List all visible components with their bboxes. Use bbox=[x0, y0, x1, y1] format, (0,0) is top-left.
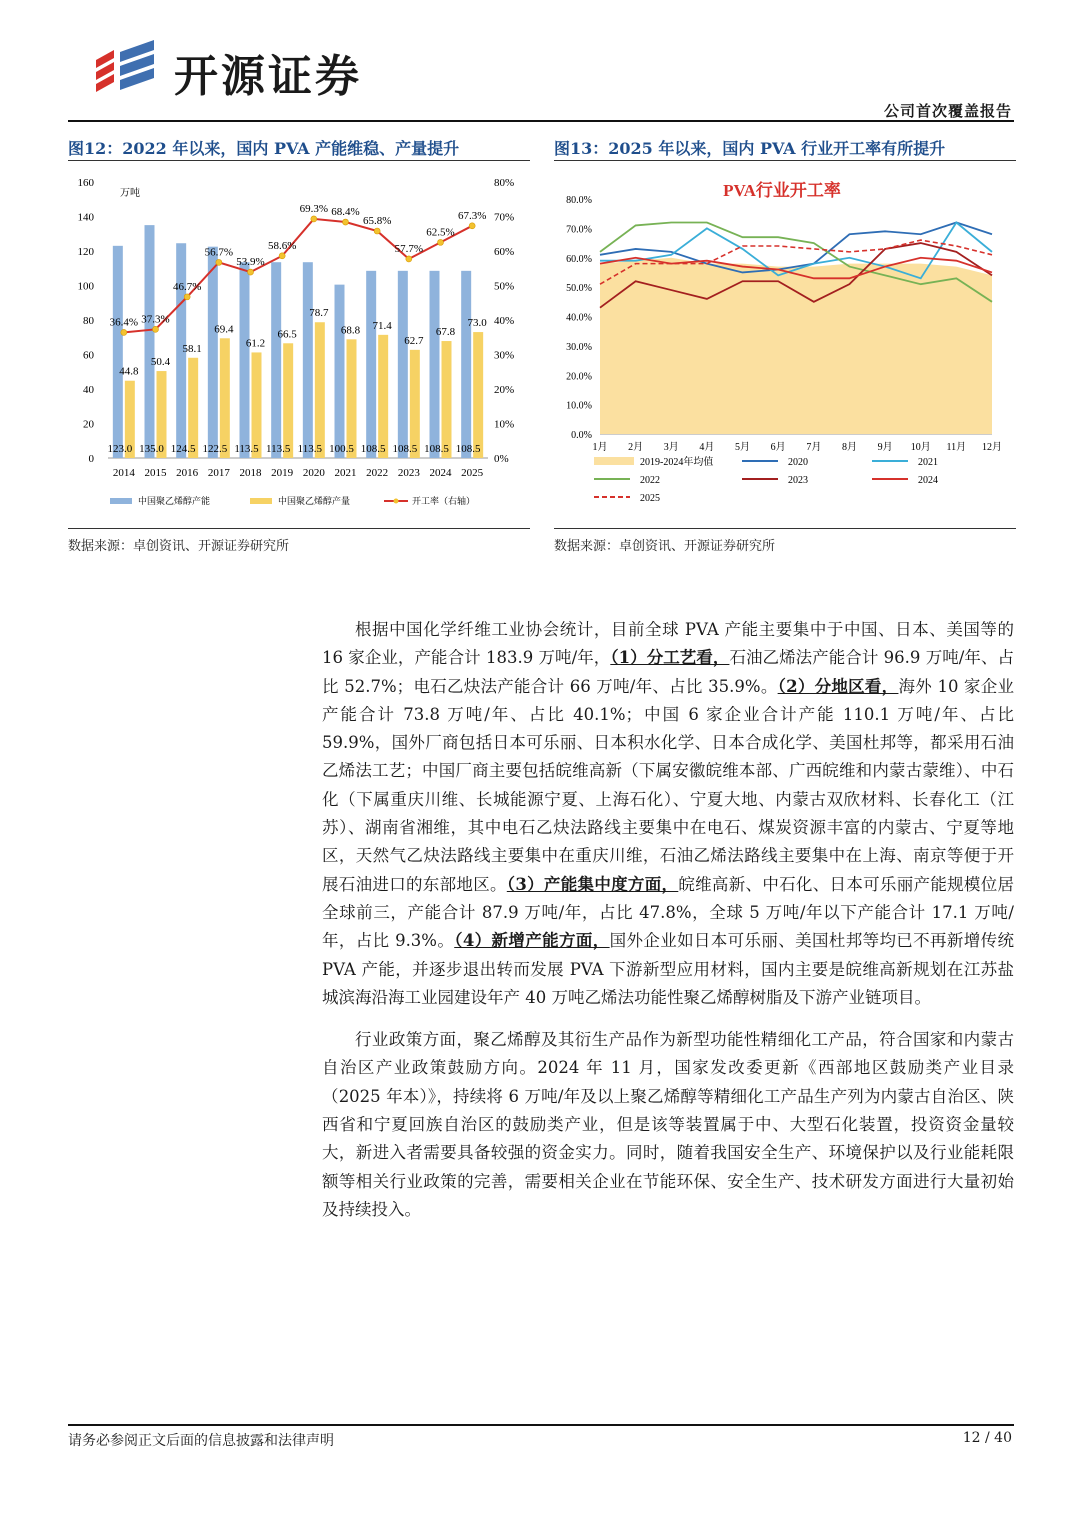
fig12-y-tick: 80 bbox=[83, 315, 94, 327]
fig12-legend-rate-dot bbox=[394, 499, 399, 504]
fig12-y2-tick: 50% bbox=[494, 280, 515, 293]
fig-bottom-rule-2 bbox=[554, 528, 1016, 529]
fig13-y-tick: 80.0% bbox=[566, 195, 592, 206]
fig12-capacity-bar bbox=[303, 262, 313, 458]
fig13-y-tick: 30.0% bbox=[566, 341, 592, 353]
fig12-output-label: 78.7 bbox=[309, 307, 329, 320]
fig12-rate-point bbox=[311, 216, 317, 222]
fig12-y-tick: 140 bbox=[77, 211, 94, 224]
fig12-source: 数据来源：卓创资讯、开源证券研究所 bbox=[68, 539, 290, 554]
fig12-output-label: 71.4 bbox=[372, 319, 392, 332]
fig12-capacity-bar bbox=[430, 271, 440, 458]
fig12-output-bar bbox=[347, 339, 357, 458]
fig12-unit-label: 万吨 bbox=[120, 188, 140, 199]
fig12-output-label: 50.4 bbox=[150, 356, 171, 369]
fig12-y2-tick: 20% bbox=[494, 384, 515, 396]
fig13-legend-label: 2019-2024年均值 bbox=[640, 457, 714, 468]
fig13-y-tick: 40.0% bbox=[566, 312, 592, 324]
fig12-legend-capacity: 中国聚乙烯醇产能 bbox=[138, 496, 211, 506]
fig12-output-label: 62.7 bbox=[404, 334, 424, 347]
fig12-rate-point bbox=[279, 253, 285, 259]
fig12-output-bar bbox=[283, 343, 293, 458]
brand-logo bbox=[92, 38, 162, 100]
fig12-output-label: 66.5 bbox=[277, 328, 297, 341]
fig13-chart bbox=[554, 166, 1016, 526]
fig12-output-bar bbox=[473, 332, 483, 458]
fig13-x-tick: 10月 bbox=[910, 442, 931, 453]
fig12-capacity-bar bbox=[113, 246, 123, 458]
fig12-title-rule bbox=[68, 160, 530, 161]
fig13-y-tick: 70.0% bbox=[566, 224, 592, 236]
fig12-rate-label: 36.4% bbox=[109, 316, 139, 329]
fig-bottom-rule bbox=[68, 528, 530, 529]
fig12-rate-label: 56.7% bbox=[204, 246, 234, 259]
fig13-legend-label: 2022 bbox=[640, 475, 660, 486]
page-number: 12 / 40 bbox=[962, 1430, 1012, 1446]
brand-name: 开源证券 bbox=[174, 51, 362, 102]
fig12-y-tick: 20 bbox=[83, 418, 94, 431]
fig12-capacity-label: 124.5 bbox=[170, 443, 196, 455]
fig12-rate-point bbox=[406, 256, 412, 262]
fig13-legend-label: 2025 bbox=[640, 493, 660, 504]
fig12-rate-label: 65.8% bbox=[362, 214, 392, 227]
fig12-capacity-bar bbox=[145, 225, 155, 458]
footer-rule bbox=[68, 1424, 1014, 1426]
fig12-rate-label: 46.7% bbox=[172, 280, 202, 293]
fig12-output-bar bbox=[378, 335, 388, 458]
fig12-title: 图12：2022 年以来，国内 PVA 产能维稳、产量提升 bbox=[68, 139, 460, 158]
fig13-x-tick: 9月 bbox=[877, 442, 893, 453]
fig13-x-tick: 12月 bbox=[982, 442, 1002, 453]
fig12-rate-label: 37.3% bbox=[141, 313, 170, 326]
fig12-rate-point bbox=[184, 294, 190, 300]
fig12-y2-tick: 70% bbox=[494, 211, 515, 224]
fig12-y-tick: 40 bbox=[83, 384, 94, 396]
paragraph-policy: 行业政策方面，聚乙烯醇及其衍生产品作为新型功能性精细化工产品，符合国家和内蒙古自治区产业政策鼓励方向。2024 年 11 月，国家发改委更新《西部地区鼓励类产业目录（2025 年本）》，持续将 6 万吨/年及以上聚乙烯醇等精细化工产品生产列为内蒙古自治区、陕西省和宁夏回族自治区的鼓励类产业，但是该等装置属于中、大型石化装置，投资资金量较大，新进入者需要具备较强的资金实力。同时，随着我国安全生产、环境保护以及行业能耗限额等相关行业政策的完善，需要相关企业在节能环保、安全生产、技术研发方面进行大量初始及持续投入。 bbox=[322, 1030, 1014, 1219]
fig12-capacity-bar bbox=[366, 271, 376, 458]
fig12-output-label: 61.2 bbox=[245, 337, 266, 350]
fig13-x-tick: 8月 bbox=[841, 442, 857, 453]
fig12-capacity-label: 113.5 bbox=[297, 443, 323, 455]
paragraph-capacity: 根据中国化学纤维工业协会统计，目前全球 PVA 产能主要集中于中国、日本、美国等的 16 家企业，产能合计 183.9 万吨/年，（1）分工艺看，石油乙烯法产能合计 96.9 万吨/年、占比 52.7%；电石乙炔法产能合计 66 万吨/年、占比 35.9%。（2）分地区看，海外 10 家企业产能合计 73.8 万吨/年、占比 40.1%；中国 6 家企业合计产能 110.1 万吨/年、占比 59.9%，国外厂商包括日本可乐丽、日本积水化学、日本合成化学、美国杜邦等，都采用石油乙烯法工艺；中国厂商主要包括皖维高新（下属安徽皖维本部、广西皖维和内蒙古蒙维）、中石化（下属重庆川维、长城能源宁夏、上海石化）、宁夏大地、内蒙古双欣材料、长春化工（江苏）、湖南省湘维，其中电石乙炔法路线主要集中在电石、煤炭资源丰富的内蒙古、宁夏等地区，天然气乙炔法路线主要集中在重庆川维，石油乙烯法路线主要集中在上海、南京等便于开展石油进口的东部地区。（3）产能集中度方面，皖维高新、中石化、日本可乐丽产能规模位居全球前三，产能合计 87.9 万吨/年，占比 47.8%，全球 5 万吨/年以下产能合计 17.1 万吨/年，占比 9.3%。（4）新增产能方面，国外企业如日本可乐丽、美国杜邦等均已不再新增传统 PVA 产能，并逐步退出转而发展 PVA 下游新型应用材料，国内主要是皖维高新规划在江苏盐城滨海沿海工业园建设年产 40 万吨乙烯法功能性聚乙烯醇树脂及下游产业链项目。 bbox=[322, 620, 1015, 1007]
fig13-legend-label: 2023 bbox=[788, 475, 808, 486]
fig13-x-tick: 2月 bbox=[628, 442, 644, 453]
fig12-x-tick: 2025 bbox=[461, 467, 484, 479]
fig13-area-avg bbox=[600, 258, 992, 434]
fig13-x-tick: 4月 bbox=[699, 442, 715, 453]
fig13-legend-swatch bbox=[594, 457, 634, 465]
fig12-rate-label: 58.6% bbox=[267, 239, 297, 252]
fig13-x-tick: 11月 bbox=[946, 442, 967, 453]
fig12-output-bar bbox=[220, 338, 230, 458]
fig12-rate-point bbox=[374, 228, 380, 234]
fig12-x-tick: 2018 bbox=[239, 467, 262, 479]
fig12-rate-point bbox=[153, 326, 159, 332]
logo-mark-icon bbox=[92, 38, 162, 100]
fig12-rate-point bbox=[469, 223, 475, 229]
fig12-output-label: 68.8 bbox=[340, 324, 361, 337]
fig12-capacity-bar bbox=[240, 262, 250, 458]
fig13-y-tick: 60.0% bbox=[566, 253, 592, 265]
fig12-x-tick: 2024 bbox=[429, 467, 452, 479]
fig13-source: 数据来源：卓创资讯、开源证券研究所 bbox=[554, 539, 776, 554]
fig13-x-tick: 7月 bbox=[806, 442, 822, 453]
footer-disclaimer: 请务必参阅正文后面的信息披露和法律声明 bbox=[68, 1433, 334, 1449]
fig12-capacity-label: 135.0 bbox=[139, 443, 164, 455]
fig12-x-tick: 2021 bbox=[334, 467, 357, 479]
fig12-x-tick: 2019 bbox=[271, 467, 294, 479]
fig12-rate-label: 62.5% bbox=[426, 226, 455, 239]
fig12-rate-point bbox=[216, 259, 222, 265]
fig13-y-tick: 0.0% bbox=[571, 430, 592, 441]
fig12-rate-label: 67.3% bbox=[457, 209, 487, 222]
fig13-x-tick: 6月 bbox=[770, 442, 786, 453]
fig12-rate-label: 68.4% bbox=[331, 206, 360, 219]
fig12-capacity-label: 100.5 bbox=[329, 443, 354, 455]
fig13-title: 图13：2025 年以来，国内 PVA 行业开工率有所提升 bbox=[554, 139, 946, 158]
fig13-x-tick: 1月 bbox=[592, 442, 608, 453]
fig12-output-bar bbox=[315, 322, 325, 458]
fig12-output-label: 69.4 bbox=[214, 323, 234, 336]
fig12-rate-label: 69.3% bbox=[299, 202, 329, 215]
fig12-legend-output-swatch bbox=[250, 498, 272, 504]
fig13-title-rule bbox=[554, 160, 1016, 161]
fig12-y2-tick: 30% bbox=[494, 349, 515, 362]
fig12-capacity-label: 108.5 bbox=[392, 443, 418, 455]
fig13-x-tick: 5月 bbox=[735, 442, 751, 453]
fig12-capacity-label: 108.5 bbox=[455, 443, 481, 455]
fig13-y-tick: 10.0% bbox=[566, 400, 592, 412]
fig12-x-tick: 2023 bbox=[397, 467, 420, 479]
fig12-chart bbox=[68, 166, 530, 526]
fig12-rate-point bbox=[121, 329, 127, 335]
fig12-rate-label: 57.7% bbox=[394, 242, 424, 255]
fig13-x-tick: 3月 bbox=[663, 442, 679, 453]
fig12-y2-tick: 10% bbox=[494, 418, 515, 431]
fig12-x-tick: 2020 bbox=[302, 467, 325, 479]
fig12-capacity-bar bbox=[461, 271, 471, 458]
fig12-x-tick: 2017 bbox=[207, 467, 230, 479]
fig12-x-tick: 2022 bbox=[366, 467, 389, 479]
fig12-y2-tick: 60% bbox=[494, 246, 515, 258]
fig13-y-tick: 50.0% bbox=[566, 283, 592, 295]
fig13-legend-label: 2024 bbox=[918, 475, 938, 486]
fig12-capacity-label: 123.0 bbox=[107, 443, 133, 455]
fig12-y-tick: 60 bbox=[83, 349, 94, 362]
fig12-legend-capacity-swatch bbox=[110, 498, 132, 504]
fig12-output-label: 44.8 bbox=[119, 365, 139, 378]
report-type: 公司首次覆盖报告 bbox=[883, 102, 1012, 120]
fig12-capacity-label: 113.5 bbox=[265, 443, 291, 455]
fig12-y-tick: 100 bbox=[77, 280, 94, 293]
fig12-x-tick: 2015 bbox=[144, 467, 167, 479]
fig13-legend-label: 2021 bbox=[918, 457, 938, 468]
fig12-capacity-bar bbox=[398, 271, 408, 458]
fig12-rate-point bbox=[438, 239, 444, 245]
fig12-output-label: 58.1 bbox=[182, 342, 202, 355]
fig12-x-tick: 2016 bbox=[176, 467, 199, 479]
fig12-y2-tick: 80% bbox=[494, 177, 515, 189]
fig12-capacity-bar bbox=[271, 262, 281, 458]
fig12-rate-point bbox=[248, 269, 254, 275]
fig12-rate-label: 53.9% bbox=[236, 256, 265, 269]
fig12-capacity-label: 113.5 bbox=[234, 443, 259, 455]
fig12-y2-tick: 40% bbox=[494, 315, 515, 327]
fig13-legend-label: 2020 bbox=[788, 457, 808, 468]
fig12-output-bar bbox=[442, 341, 452, 458]
fig12-capacity-label: 108.5 bbox=[360, 443, 386, 455]
fig12-output-label: 73.0 bbox=[467, 317, 487, 330]
fig12-legend-output: 中国聚乙烯醇产量 bbox=[278, 496, 351, 506]
fig13-chart-title: PVA行业开工率 bbox=[723, 181, 841, 200]
header-rule bbox=[68, 120, 1014, 122]
fig12-capacity-label: 122.5 bbox=[202, 443, 228, 455]
fig12-output-label: 67.8 bbox=[435, 326, 456, 339]
fig12-legend-rate: 开工率（右轴） bbox=[412, 496, 476, 506]
fig12-output-bar bbox=[410, 350, 420, 458]
fig12-y2-tick: 0% bbox=[494, 453, 509, 465]
fig12-capacity-bar bbox=[335, 285, 345, 458]
fig13-y-tick: 20.0% bbox=[566, 371, 592, 383]
fig12-rate-point bbox=[343, 219, 349, 225]
fig12-capacity-label: 108.5 bbox=[424, 443, 449, 455]
fig12-y-tick: 0 bbox=[88, 453, 94, 465]
fig12-capacity-bar bbox=[208, 247, 218, 458]
body-text bbox=[322, 616, 1014, 1224]
fig12-x-tick: 2014 bbox=[112, 467, 135, 479]
fig12-y-tick: 160 bbox=[77, 177, 94, 189]
fig12-y-tick: 120 bbox=[77, 246, 94, 258]
